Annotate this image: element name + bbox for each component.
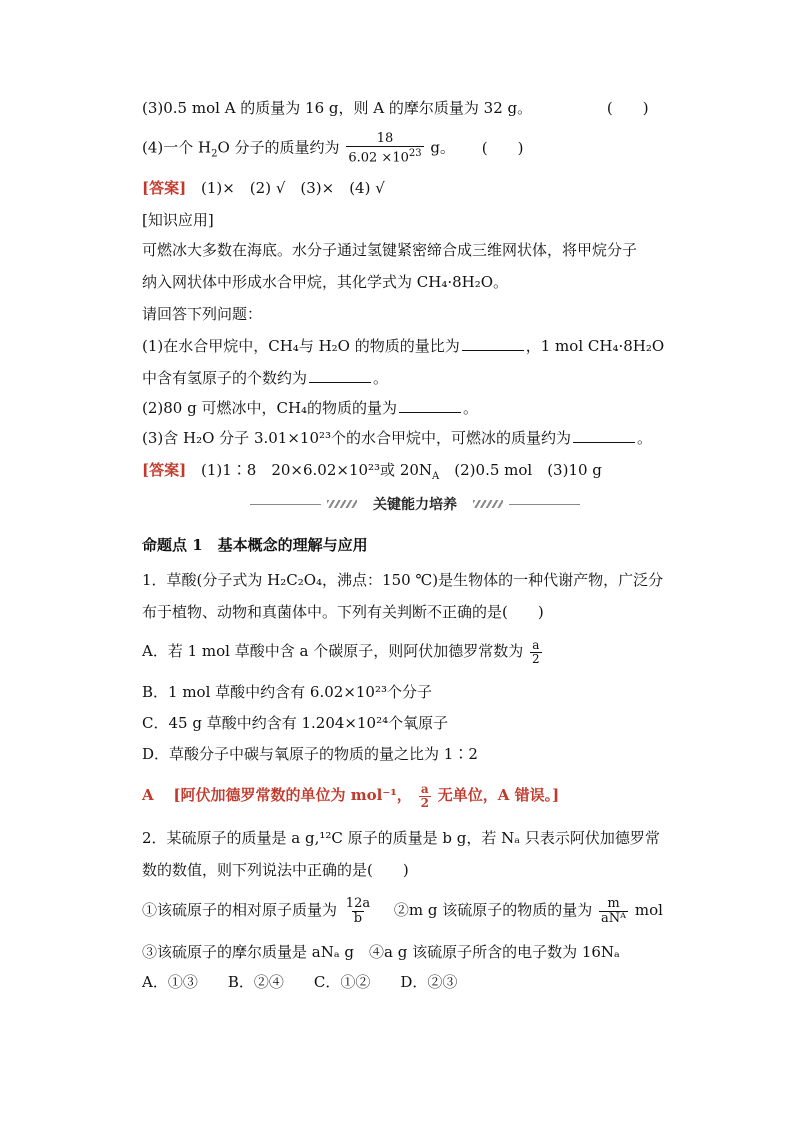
q2-line1: 2．某硫原子的质量是 a g,¹²C 原子的质量是 b g，若 Nₐ 只表示阿伏加德罗常 [142,829,660,847]
divider-hatch-right [473,500,503,508]
divider-hatch-left [327,500,357,508]
answer1-text: (1)× (2) √ (3)× (4) √ [200,179,385,197]
q2-s2-fraction: $\frac{m}{\text{aNᴬ}}$ [601,895,627,926]
q1-option-b: B．1 mol 草酸中约含有 6.02×10²³个分子 [142,683,433,701]
divider-rule-left [250,504,321,505]
prompt-text: 请回答下列问题： [142,305,263,323]
q2-s1-fraction: $\frac{12a}{b}$ [345,895,371,926]
q2-statements: ①该硫原子的相对原子质量为 $\frac{12a}{b}$ ②m g 该硫原子的物质的量为 $\frac{m}{\text{aNᴬ}}$ mol [142,895,663,926]
q3-text: (3)0.5 mol A 的质量为 16 g，则 A 的摩尔质量为 32 g。 [142,99,533,117]
answer-blank [462,336,524,351]
q1-answer-letter: A [142,786,154,804]
p3-line: (3)含 H₂O 分子 3.01×10²³个的水合甲烷中，可燃冰的质量约为 。 [142,429,653,447]
answer-blank [399,398,461,413]
para-line1: 可燃冰大多数在海底。水分子通过氢键紧密缔合成三维网状体，将甲烷分子 [142,241,638,259]
p1-line1: (1)在水合甲烷中，CH₄与 H₂O 的物质的量比为 ，1 mol CH₄·8H₂O [142,337,665,355]
q4-line: (4)一个 $H_2O$ 分子的质量约为 $\frac{18}{6.02 \times 10^{23}}$ g。 ( ) [142,131,524,166]
knowledge-title: [知识应用] [142,211,214,229]
answer-blank [573,428,635,443]
q2-line4: ③该硫原子的摩尔质量是 aNₐ g ④a g 该硫原子所含的电子数为 16Nₐ [142,943,620,961]
q4-paren: ( ) [481,138,524,157]
q1-option-d: D．草酸分子中碳与氧原子的物质的量之比为 1∶2 [142,745,478,763]
para-line2: 纳入网状体中形成水合甲烷，其化学式为 CH₄·8H₂O。 [142,273,509,291]
q4-prefix: (4)一个 H [142,138,212,157]
q3-line [142,98,649,118]
section-divider [250,492,580,516]
q1-option-a-fraction: $\frac{a}{2}$ [532,637,540,666]
q1-answer-fraction: $\frac{a}{2}$ [420,781,429,810]
answer-blank [309,368,371,383]
q1-answer: A [阿伏加德罗常数的单位为 mol⁻¹， $\frac{a}{2}$ 无单位，A 错误。] [142,781,560,810]
q2-choices: A．①③ B．②④ C．①② D．②③ [142,973,458,991]
q1-option-a: A．若 1 mol 草酸中含 a 个碳原子，则阿伏加德罗常数为 $\frac{a}{2}$ [142,637,540,666]
answer-tag: [答案] [142,179,187,197]
answer1-line [142,178,385,198]
q1-line2: 布于植物、动物和真菌体中。下列有关判断不正确的是( ) [142,603,544,621]
q1-option-c: C．45 g 草酸中约含有 1.204×10²⁴个氧原子 [142,714,449,732]
answer-tag: [答案] [142,461,187,479]
q1-line1: 1．草酸(分子式为 H₂C₂O₄，沸点：150 ℃)是生物体的一种代谢产物，广泛分 [142,571,664,589]
divider-label: 关键能力培养 [373,497,457,513]
q4-fraction: $\frac{18}{6.02 \times 10^{23}}$ [348,131,422,166]
divider-rule-right [509,504,580,505]
q3-paren: ( ) [606,99,649,117]
q2-line2: 数的数值，则下列说法中正确的是( ) [142,861,409,879]
p2-line: (2)80 g 可燃冰中，CH₄的物质的量为 。 [142,399,479,417]
p1-line2: 中含有氢原子的个数约为 。 [142,369,389,387]
section-title: 命题点 1 基本概念的理解与应用 [142,536,368,554]
answer2-line: [答案] (1)1∶8 20×6.02×10²³或 $20N_A$ (2)0.5 mol (3)10 g [142,461,602,482]
